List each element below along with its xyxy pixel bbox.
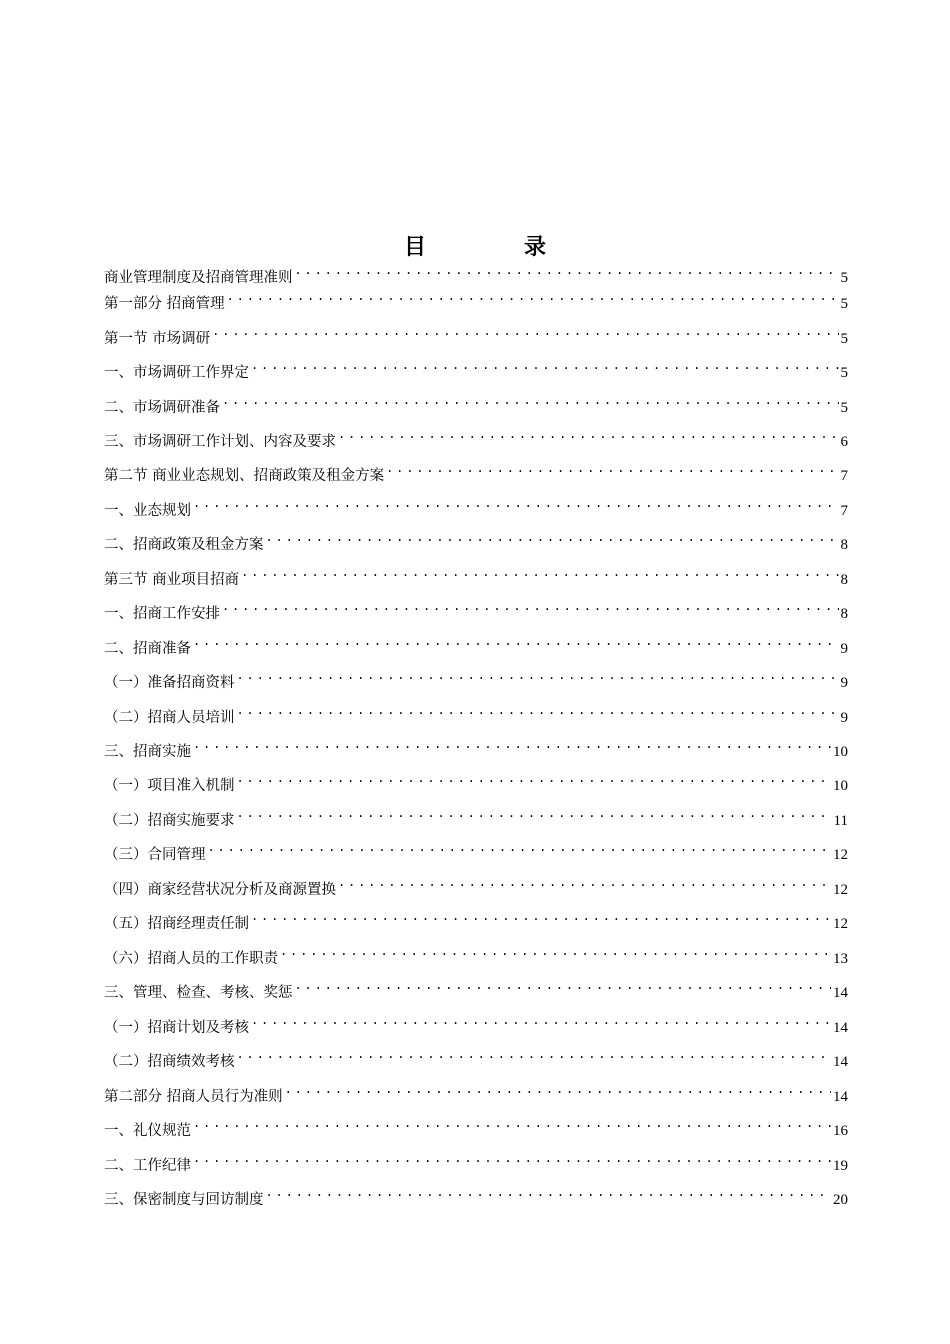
toc-entry-page: 14 [833,1054,848,1070]
toc-entry[interactable] [104,698,848,726]
toc-entry-page: 9 [840,675,848,691]
toc-entry-label: 二、招商准备 [104,641,191,657]
toc-entry-label: 三、保密制度与回访制度 [104,1192,264,1208]
toc-entry[interactable] [104,1111,848,1139]
toc-entry-page: 11 [833,813,848,829]
toc-entry-page: 12 [833,916,848,932]
toc-entry-page: 5 [840,400,848,416]
toc-entry-label: 三、市场调研工作计划、内容及要求 [104,434,336,450]
dot-leader [193,1111,831,1135]
toc-entry-label: 三、管理、检查、考核、奖惩 [104,985,293,1001]
toc-entry-label: （三）合同管理 [104,847,206,863]
toc-entry-page: 14 [833,1020,848,1036]
toc-entry-page: 13 [833,951,848,967]
dot-leader [237,1042,832,1066]
toc-entry-label: 二、市场调研准备 [104,400,220,416]
dot-leader [237,698,839,722]
toc-entry-label: 一、市场调研工作界定 [104,365,249,381]
toc-entry[interactable] [104,525,848,553]
toc-entry-label: 一、招商工作安排 [104,606,220,622]
toc-entry-page: 7 [840,468,848,484]
toc-entry-label: 一、业态规划 [104,503,191,519]
toc-entry-page: 5 [840,331,848,347]
dot-leader [251,904,831,928]
toc-entry[interactable] [104,629,848,657]
toc-entry-page: 19 [833,1158,848,1174]
dot-leader [227,284,839,308]
toc-entry-page: 5 [840,270,848,286]
dot-leader [222,388,839,412]
toc-entry-label: （二）招商人员培训 [104,710,235,726]
toc-entry[interactable] [104,258,848,286]
toc-entry-page: 9 [840,641,848,657]
dot-leader [386,456,838,480]
toc-entry[interactable] [104,456,848,484]
toc-entry-label: （一）招商计划及考核 [104,1020,249,1036]
toc-entry[interactable] [104,1180,848,1208]
toc-entry-page: 16 [833,1123,848,1139]
toc-entry-page: 20 [833,1192,848,1208]
toc-entry-page: 12 [833,847,848,863]
toc-entry-page: 9 [840,710,848,726]
toc-entry[interactable] [104,388,848,416]
dot-leader [295,973,832,997]
toc-entry-label: 二、工作纪律 [104,1158,191,1174]
toc-entry-label: 二、招商政策及租金方案 [104,537,264,553]
dot-leader [222,594,839,618]
toc-entry-page: 5 [840,296,848,312]
toc-entry-page: 10 [833,744,848,760]
toc-entry-label: （一）项目准入机制 [104,778,235,794]
toc-entry[interactable] [104,284,848,312]
toc-entry-label: 第二节 商业业态规划、招商政策及租金方案 [104,468,385,484]
dot-leader [208,835,832,859]
toc-entry-label: 第一节 市场调研 [104,331,211,347]
toc-entry[interactable] [104,594,848,622]
dot-leader [237,801,832,825]
toc-entry[interactable] [104,904,848,932]
toc-entry[interactable] [104,1077,848,1105]
toc-entry-page: 14 [833,985,848,1001]
dot-leader [266,1180,832,1204]
toc-title: 目 录 [403,234,584,260]
dot-leader [241,560,838,584]
toc-entry[interactable] [104,560,848,588]
toc-entry-label: （五）招商经理责任制 [104,916,249,932]
toc-entry-label: （一）准备招商资料 [104,675,235,691]
toc-entry[interactable] [104,1042,848,1070]
toc-entry[interactable] [104,939,848,967]
toc-entry-page: 7 [840,503,848,519]
dot-leader [280,939,831,963]
toc-entry-label: 第一部分 招商管理 [104,296,225,312]
toc-entry-label: 三、招商实施 [104,744,191,760]
dot-leader [338,422,839,446]
toc-entry-page: 14 [833,1089,848,1105]
toc-entry-label: 商业管理制度及招商管理准则 [104,270,293,286]
toc-entry[interactable] [104,663,848,691]
toc-entry[interactable] [104,1008,848,1036]
dot-leader [237,663,839,687]
toc-entry[interactable] [104,353,848,381]
dot-leader [237,766,832,790]
toc-entry[interactable] [104,870,848,898]
dot-leader [251,1008,831,1032]
toc-entry-label: 一、礼仪规范 [104,1123,191,1139]
dot-leader [338,870,831,894]
dot-leader [295,258,839,282]
toc-entry[interactable] [104,732,848,760]
toc-entry[interactable] [104,1146,848,1174]
toc-entry[interactable] [104,766,848,794]
toc-entry-label: 第三节 商业项目招商 [104,572,240,588]
toc-entry-page: 12 [833,882,848,898]
toc-entry[interactable] [104,973,848,1001]
toc-entry-page: 5 [840,365,848,381]
toc-entry[interactable] [104,835,848,863]
toc-entry-label: 第二部分 招商人员行为准则 [104,1089,283,1105]
toc-entry[interactable] [104,422,848,450]
dot-leader [212,319,838,343]
toc-entry-page: 8 [840,537,848,553]
dot-leader [193,732,831,756]
dot-leader [266,525,839,549]
toc-entry-page: 6 [840,434,848,450]
dot-leader [193,491,839,515]
toc-entry-label: （六）招商人员的工作职责 [104,951,278,967]
toc-entry-page: 10 [833,778,848,794]
dot-leader [251,353,839,377]
toc-entry-page: 8 [840,572,848,588]
dot-leader [285,1077,831,1101]
toc-entry-page: 8 [840,606,848,622]
toc-entry-label: （二）招商绩效考核 [104,1054,235,1070]
toc-entry[interactable] [104,491,848,519]
toc-entry-label: （四）商家经营状况分析及商源置换 [104,882,336,898]
dot-leader [193,629,839,653]
dot-leader [193,1146,831,1170]
toc-entry[interactable] [104,801,848,829]
toc-entry[interactable] [104,319,848,347]
toc-entry-label: （二）招商实施要求 [104,813,235,829]
